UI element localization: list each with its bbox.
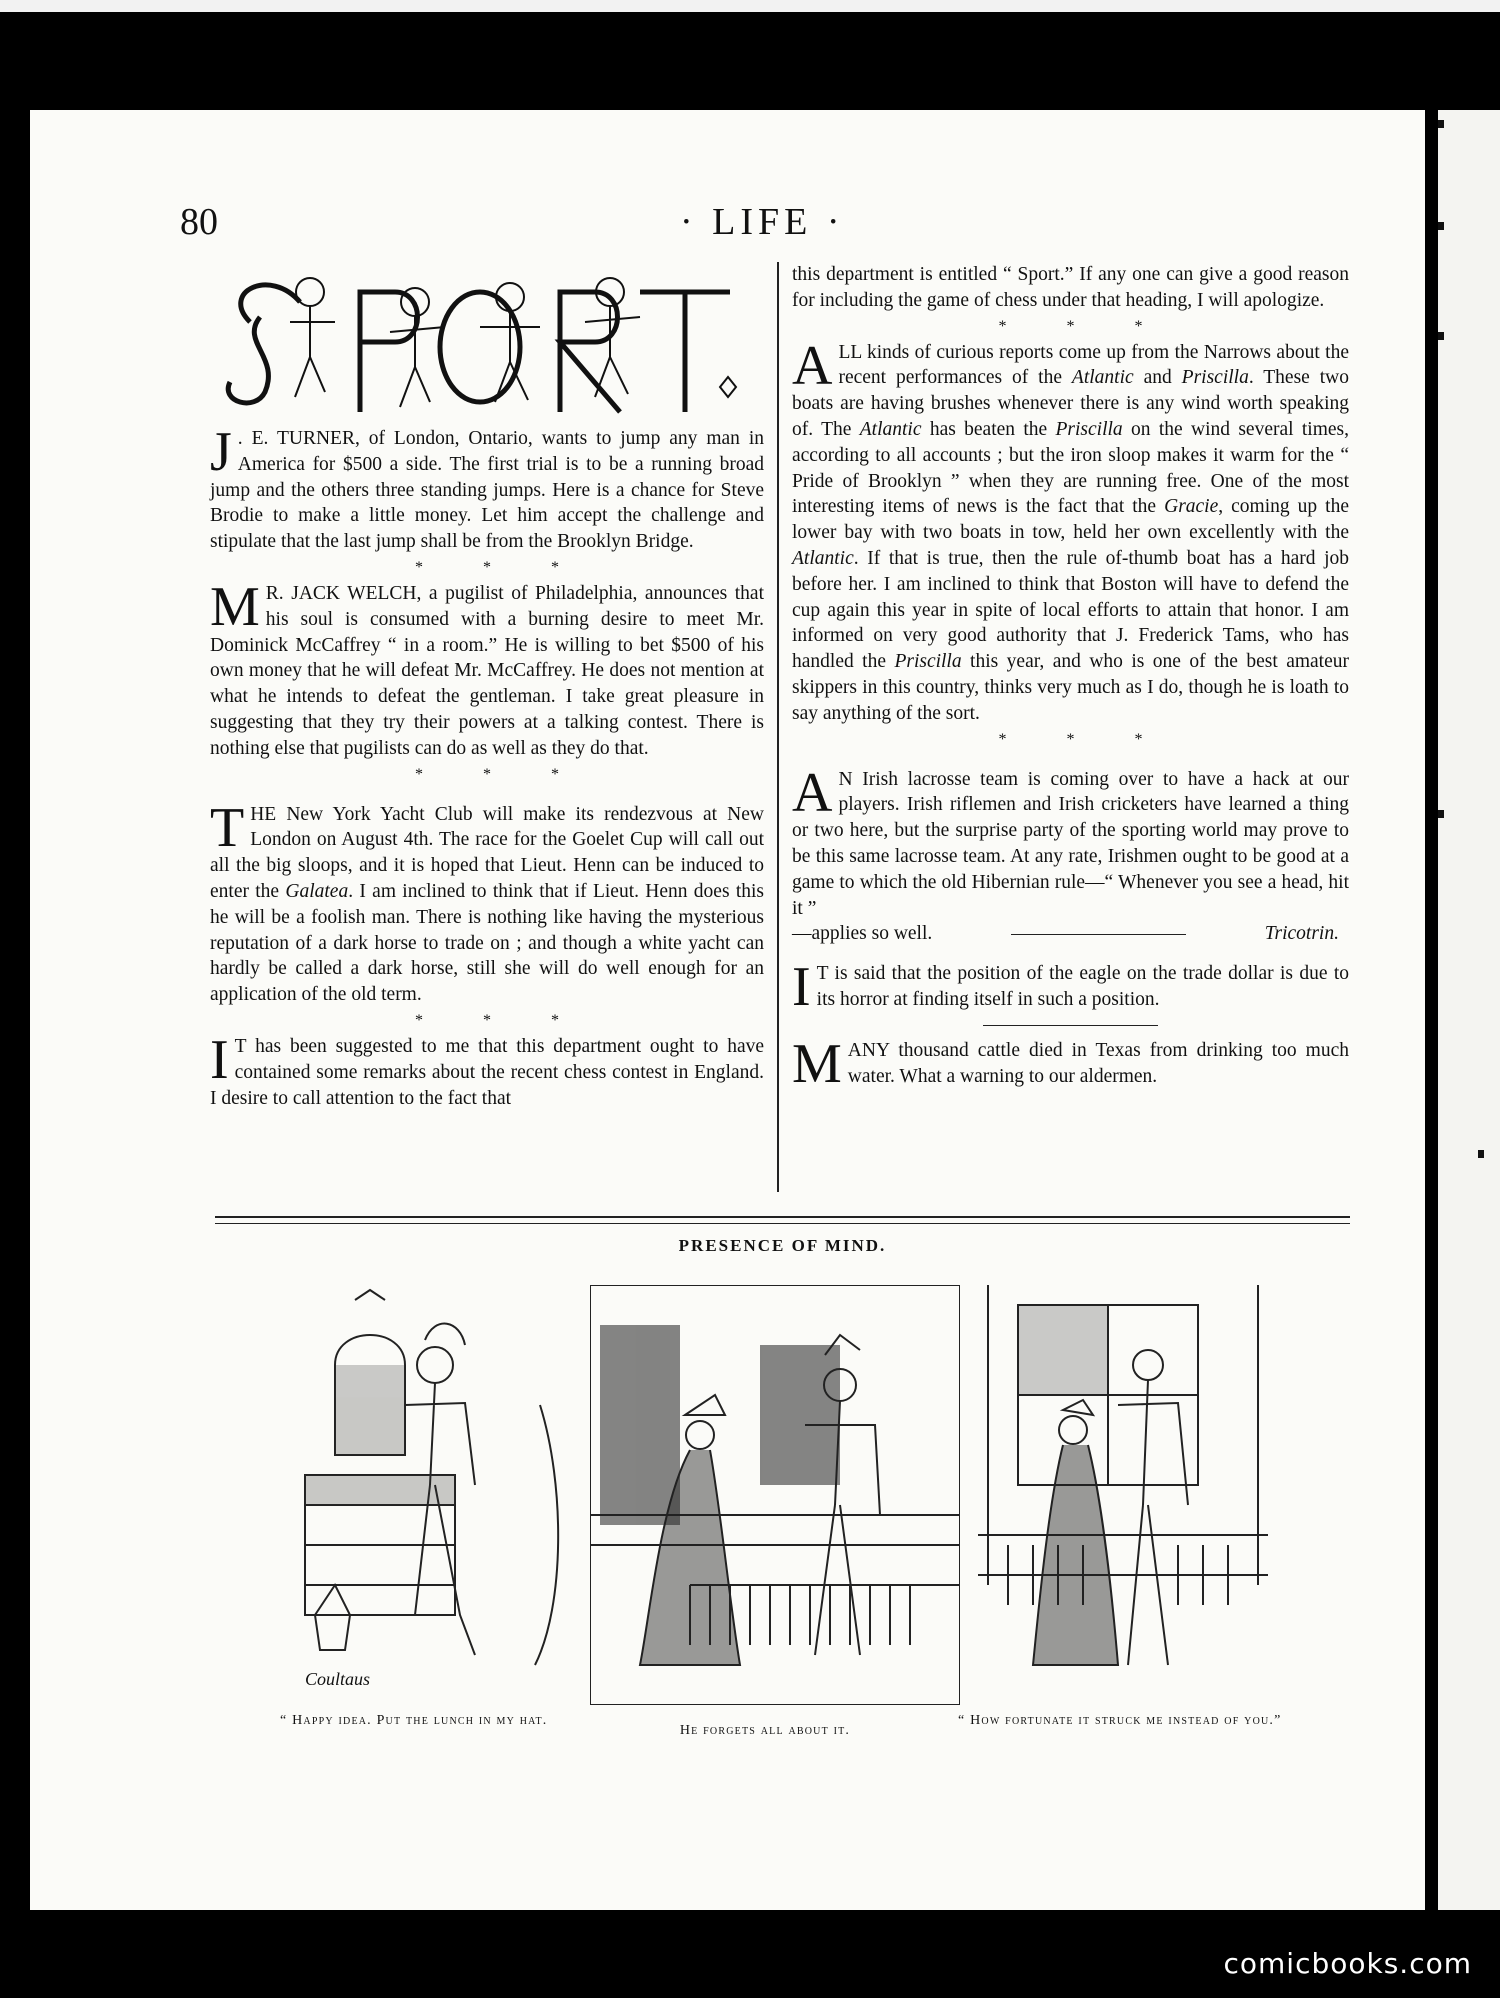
section-separator-stars: * * * [998, 730, 1171, 748]
yacht-name: Priscilla [894, 651, 962, 673]
cartoon-panel-1 [295, 1285, 570, 1690]
dropcap: M [792, 1032, 842, 1095]
cartoon-illustration [590, 1285, 960, 1705]
paragraph-text: on the wind several times, according to all accounts ; but the iron sloop makes it warm for the “ Pride of Brooklyn ” when they are running free. One of the most interesting items of news is the fact that the [792, 418, 1349, 518]
page-header [180, 200, 1360, 250]
paragraph-text: and [1133, 367, 1182, 389]
artist-signature: Coultaus [305, 1669, 371, 1689]
paragraph-text: has beaten the [921, 418, 1056, 440]
yacht-name: Atlantic [859, 418, 922, 440]
section-separator-stars: * * * [415, 765, 587, 783]
cartoon-caption-2: He forgets all about it. [679, 1723, 851, 1738]
running-head: · LIFE · [680, 201, 845, 243]
signoff-line [792, 921, 1349, 947]
dropcap: J [210, 421, 232, 483]
article-cattle [792, 1032, 1349, 1095]
cartoon-title: PRESENCE OF MIND. [678, 1236, 887, 1255]
cartoon-illustration [978, 1285, 1268, 1705]
article-narrows [792, 334, 1349, 727]
scan-top-edge [0, 0, 1500, 12]
paragraph-text: this year, and who is one of the best amateur skippers in this country, thinks very much as I do, though he is loath to say anything of the sort. [792, 651, 1349, 724]
yacht-name: Galatea [285, 880, 349, 902]
paragraph-text: R. JACK WELCH, a pugilist of Philadelphia, announces that his soul is consumed with a burning desire to meet Mr. Dominick McCaffrey “ in a room.” He is willing to bet $500 of his own money that he will defeat Mr. McCaffrey. He does not mention at what he intends to defeat the gentleman. I take great pleasure in suggesting that they try their powers at a talking contest. There is nothing else that pugilists can do as well as they do that. [210, 582, 764, 759]
paragraph-text: T is said that the position of the eagle on the trade dollar is due to its horror at finding itself in such a position. [816, 963, 1349, 1010]
dropcap: A [792, 334, 833, 397]
short-rule [983, 1025, 1158, 1026]
paragraph-text: T has been suggested to me that this department ought to have contained some remarks about the recent chess contest in England. I desire to call attention to the fact that [210, 1035, 764, 1109]
article-yacht-club [210, 796, 765, 1008]
author-signature: Tricotrin. [1264, 923, 1339, 945]
cartoon-caption-1: “ Happy idea. Put the lunch in my hat. [280, 1713, 548, 1728]
watermark: comicbooks.com [1223, 1947, 1472, 1980]
left-column [210, 262, 764, 1111]
article-lacrosse [792, 761, 1349, 922]
yacht-name: Gracie [1164, 496, 1219, 518]
article-chess-continued: this department is entitled “ Sport.” If any one can give a good reason for including the game of chess under that heading, I will apologize. [792, 264, 1349, 311]
cartoon-panel-2 [590, 1285, 960, 1705]
article-chess [210, 1028, 764, 1111]
paragraph-text: . E. TURNER, of London, Ontario, wants to jump any man in America for $500 a side. The first trial is to be a running broad jump and the others three standing jumps. Here is a chance for Steve Brodie to make a little money. Let him accept the challenge and stipulate that the last jump shall be from the Brooklyn Bridge. [210, 428, 764, 553]
dropcap: I [792, 956, 811, 1019]
sport-heading-illustration [210, 262, 764, 422]
section-divider [215, 1216, 1350, 1224]
yacht-name: Priscilla [1055, 418, 1123, 440]
cartoon-caption-3: “ How fortunate it struck me instead of you.” [958, 1713, 1282, 1728]
paragraph-text: . I am inclined to think that if Lieut. Henn does this he will be a foolish man. There is nothing like having the mysterious reputation of a dark horse to trade on ; and though a white yacht can hardly be called a dark horse, still she will do well enough for an application of the old term. [210, 880, 765, 1006]
column-rule [777, 262, 779, 1192]
yacht-name: Priscilla [1181, 367, 1249, 389]
paragraph-text: HE New York Yacht Club will make its rendezvous at New London on August 4th. The race for the Goelet Cup will call out all the big sloops, and it is hoped that Lieut. Henn can be induced to enter the [210, 803, 764, 902]
dropcap: M [210, 575, 260, 638]
dropcap: A [792, 761, 833, 824]
paragraph-text: . If that is true, then the rule of-thumb boat has a hard job before her. I am inclined to think that Boston will have to defend the cup again this year in spite of local efforts to attain that honor. I am informed on very good authority that J. Frederick Tams, who has handled the [792, 547, 1349, 673]
paragraph-text: , coming up the lower bay with two boats in tow, held her own excellently with the [792, 496, 1349, 544]
dropcap: I [210, 1028, 229, 1091]
section-separator-stars: * * * [415, 558, 587, 576]
cartoon-illustration [295, 1285, 570, 1690]
paragraph-text: —applies so well. [792, 923, 933, 945]
cartoon-panel-3 [978, 1285, 1268, 1705]
short-rule [1011, 934, 1186, 935]
article-turner [210, 421, 764, 555]
dropcap: T [210, 796, 245, 859]
yacht-name: Atlantic [1071, 367, 1134, 389]
yacht-name: Atlantic [792, 547, 854, 569]
paragraph-text: LL kinds of curious reports come up from the Narrows about the recent performances of the [838, 341, 1349, 389]
section-separator-stars: * * * [415, 1011, 587, 1029]
paragraph-text: N Irish lacrosse team is coming over to have a hack at our players. Irish riflemen and Irish cricketers have learned a thing or two here, but the surprise party of the sporting world may prove to be this same lacrosse team. At any rate, Irishmen ought to be good at a game to which the old Hibernian rule—“ Whenever you see a head, hit it ” [792, 768, 1349, 919]
right-column [792, 262, 1349, 1095]
article-welch [210, 575, 764, 762]
section-separator-stars: * * * [998, 317, 1171, 335]
article-trade-dollar [792, 956, 1349, 1019]
page-number: 80 [180, 201, 218, 243]
next-page-edge [1438, 110, 1500, 1910]
paragraph-text: ANY thousand cattle died in Texas from drinking too much water. What a warning to our aldermen. [847, 1039, 1349, 1087]
paragraph-text: . These two boats are having brushes whenever there is any wind worth speaking of. The [792, 367, 1349, 440]
